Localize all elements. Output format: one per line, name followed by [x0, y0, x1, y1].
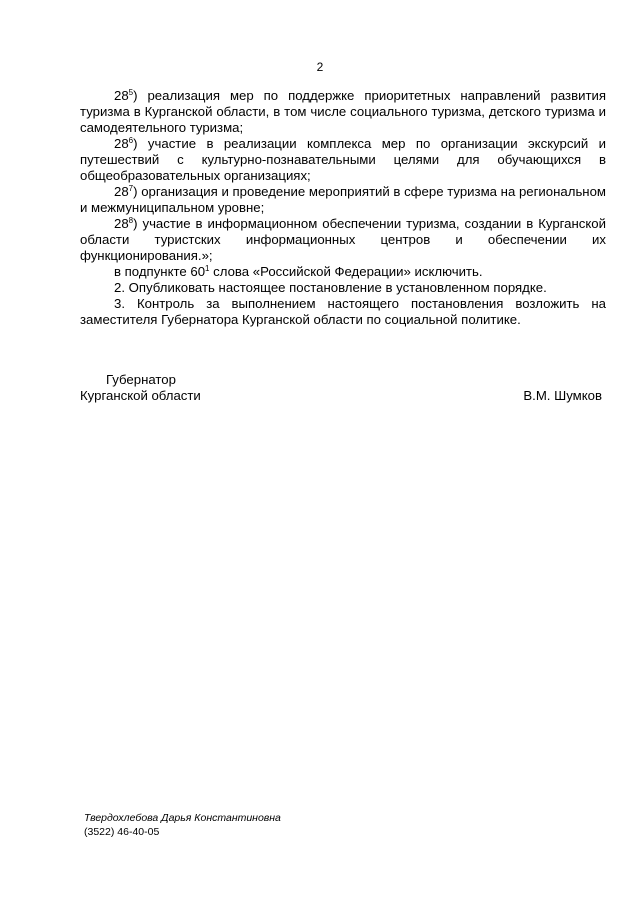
item-superscript: 1: [205, 264, 210, 273]
signature-block: [80, 372, 606, 404]
paragraph-text: ) реализация мер по поддержке приоритетных направлений развития туризма в Курганской области, в том числе социального туризма, детского туризма и самодеятельного туризма;: [80, 88, 606, 135]
paragraph-text: слова «Российской Федерации» исключить.: [209, 264, 483, 279]
paragraph-text: 3. Контроль за выполнением настоящего постановления возложить на заместителя Губернатора Курганской области по социальной политике.: [80, 296, 606, 327]
body-text: [80, 88, 606, 328]
signatory-title: Губернатор: [106, 372, 176, 387]
signatory-region: Курганской области: [80, 388, 201, 403]
page-number: 2: [316, 60, 324, 74]
paragraph-28-8: [80, 216, 606, 264]
paragraph-2-publish: [80, 280, 606, 296]
item-superscript: 7: [128, 184, 134, 193]
executor-phone: (3522) 46-40-05: [84, 826, 160, 838]
paragraph-28-6: [80, 136, 606, 184]
executor-footer: [84, 811, 281, 839]
paragraph-text: ) организация и проведение мероприятий в сфере туризма на региональном и межмуниципальном уровне;: [80, 184, 606, 215]
paragraph-text: ) участие в информационном обеспечении туризма, создании в Курганской области туристских информационных центров и обеспечении их функционирования.»;: [80, 216, 606, 263]
item-number: в подпункте 60: [114, 264, 206, 279]
paragraph-subitem-60-1: [80, 264, 606, 280]
item-number: 28: [114, 136, 129, 151]
paragraph-3-control: [80, 296, 606, 328]
item-superscript: 6: [128, 136, 134, 145]
paragraph-28-5: [80, 88, 606, 136]
item-number: 28: [114, 216, 129, 231]
executor-name: Твердохлебова Дарья Константиновна: [84, 812, 281, 824]
item-superscript: 8: [128, 216, 134, 225]
signatory-name: В.М. Шумков: [523, 388, 602, 403]
paragraph-text: 2. Опубликовать настоящее постановление в установленном порядке.: [114, 280, 547, 295]
item-superscript: 5: [128, 88, 134, 97]
paragraph-text: ) участие в реализации комплекса мер по организации экскурсий и путешествий с культурно-познавательными целями для обучающихся в общеобразовательных организациях;: [80, 136, 606, 183]
item-number: 28: [114, 88, 129, 103]
item-number: 28: [114, 184, 129, 199]
paragraph-28-7: [80, 184, 606, 216]
